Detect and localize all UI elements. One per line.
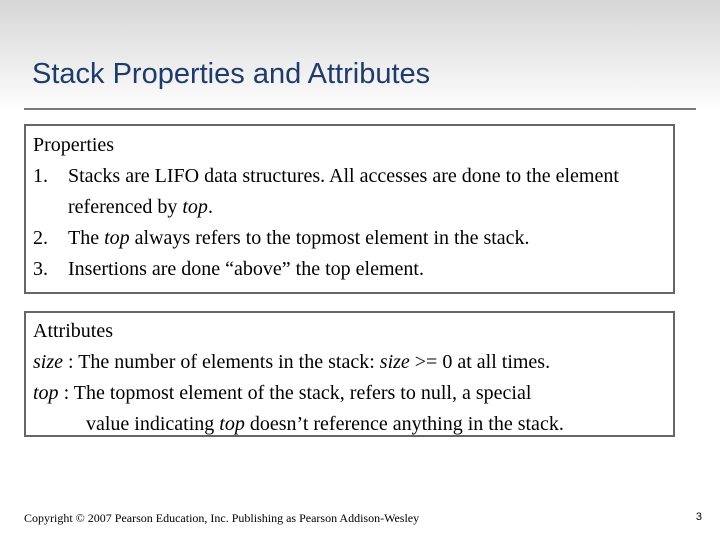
- attribute-term-top-inline: top: [219, 413, 245, 435]
- item-text-end: always refers to the topmost element in the stack.: [129, 227, 530, 249]
- properties-item-3: [33, 254, 667, 285]
- attribute-text: : The topmost element of the stack, refers to null, a special: [58, 382, 532, 404]
- item-term-top: top: [104, 227, 130, 249]
- properties-box: [24, 124, 675, 294]
- item-text: Insertions are done “above” the top element.: [68, 258, 424, 280]
- slide-header-band: [0, 0, 720, 112]
- properties-item-2: [33, 223, 667, 254]
- item-text-end: .: [207, 196, 213, 218]
- item-number: 1.: [33, 165, 48, 187]
- attribute-text-end: doesn’t reference anything in the stack.: [244, 413, 564, 435]
- item-text: The: [68, 227, 105, 249]
- attribute-text: value indicating: [86, 413, 220, 435]
- attribute-text-end: >= 0 at all times.: [409, 351, 551, 373]
- attribute-top-continuation: [33, 409, 667, 440]
- slide-title: Stack Properties and Attributes: [32, 58, 431, 90]
- footer-copyright: Copyright © 2007 Pearson Education, Inc. Publishing as Pearson Addison-Wesley: [24, 511, 420, 525]
- item-number: 3.: [33, 258, 48, 280]
- item-text: Stacks are LIFO data structures. All accesses are done to the element referenced by: [68, 165, 619, 218]
- title-divider: [24, 108, 696, 110]
- item-number: 2.: [33, 227, 48, 249]
- page-number: 3: [695, 511, 702, 523]
- attribute-text: : The number of elements in the stack:: [63, 351, 380, 373]
- attribute-top-line: [33, 378, 667, 409]
- attribute-size-line: [33, 347, 667, 378]
- attribute-term-size: size: [33, 351, 63, 373]
- properties-list: [33, 161, 667, 285]
- properties-item-1: [33, 161, 667, 223]
- attributes-heading: Attributes: [33, 320, 113, 342]
- properties-heading: Properties: [33, 134, 115, 156]
- attributes-box: [24, 311, 675, 437]
- attribute-term-top: top: [33, 382, 59, 404]
- item-term-top: top: [182, 196, 208, 218]
- attribute-term-size-inline: size: [379, 351, 410, 373]
